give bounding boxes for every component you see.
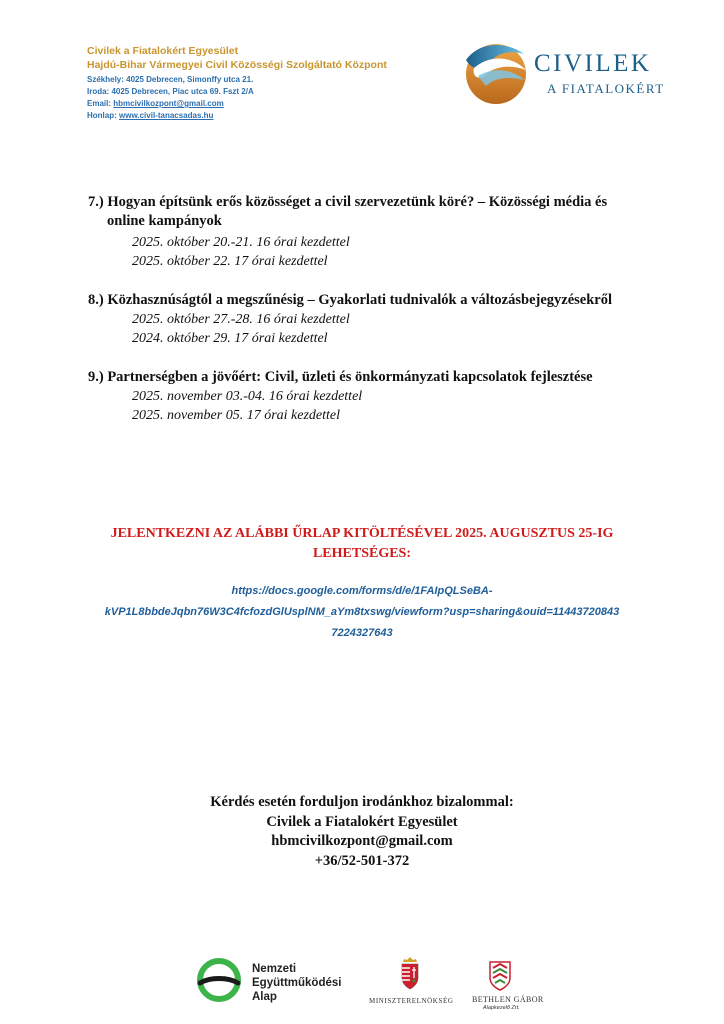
contact-intro: Kérdés esetén forduljon irodánkhoz bizalommal: bbox=[210, 794, 514, 810]
item-8-date-1: 2025. október 27.-28. 16 órai kezdettel bbox=[132, 312, 350, 327]
item-7-title-line1: 7.) Hogyan építsünk erős közösséget a civil szervezetünk köré? – Közösségi média és bbox=[88, 194, 608, 210]
contact-phone: +36/52-501-372 bbox=[314, 852, 410, 869]
registration-url-line3[interactable]: 7224327643 bbox=[331, 627, 393, 639]
registration-url-line2[interactable]: kVP1L8bbdeJqbn76W3C4fcfozdGlUsplNM_aYm8txswg/viewform?usp=sharing&ouid=11443720843 bbox=[104, 606, 620, 618]
email-label: Email: bbox=[87, 99, 114, 108]
item-8-date-2: 2024. október 29. 17 órai kezdettel bbox=[132, 331, 328, 346]
web-line bbox=[87, 110, 447, 122]
letterhead bbox=[87, 44, 447, 122]
email-line bbox=[87, 98, 447, 110]
bethlen-gabor-icon bbox=[487, 958, 513, 992]
logo-text-civilek: CIVILEK bbox=[534, 50, 652, 77]
registration-notice bbox=[60, 524, 664, 564]
registration-notice-line2: LEHETSÉGES: bbox=[312, 546, 412, 561]
office-address: Iroda: 4025 Debrecen, Piac utca 69. Fszt 2/A bbox=[87, 87, 254, 96]
hungarian-crest-icon bbox=[399, 956, 421, 990]
contact-block bbox=[60, 793, 664, 871]
item-7-title bbox=[88, 193, 648, 231]
item-7-title-line2: online kampányok bbox=[107, 213, 222, 229]
org-name: Civilek a Fiatalokért Egyesület bbox=[87, 45, 239, 57]
web-label: Honlap: bbox=[87, 111, 119, 120]
item-9-title-line1: 9.) Partnerségben a jövőért: Civil, üzleti és önkormányzati kapcsolatok fejlesztése bbox=[88, 369, 593, 385]
seat-address: Székhely: 4025 Debrecen, Simonffy utca 21. bbox=[87, 75, 254, 84]
item-7-date-2: 2025. október 22. 17 órai kezdettel bbox=[132, 254, 328, 269]
bethlen-gabor-label: BETHLEN GÁBOR bbox=[472, 995, 544, 1004]
ministry-label: MINISZTERELNÖKSÉG bbox=[369, 997, 454, 1005]
center-name: Hajdú-Bihar Vármegyei Civil Közösségi Szolgáltató Központ bbox=[87, 59, 387, 71]
nea-ring-icon bbox=[196, 957, 242, 1003]
registration-url-line1[interactable]: https://docs.google.com/forms/d/e/1FAIpQLSeBA- bbox=[231, 585, 493, 597]
item-9-title bbox=[88, 368, 648, 387]
nea-logo-text bbox=[252, 962, 341, 1004]
item-8-title bbox=[88, 291, 648, 310]
nea-text-line3: Alap bbox=[252, 991, 277, 1003]
registration-form-link[interactable] bbox=[60, 581, 664, 644]
item-9-date-2: 2025. november 05. 17 órai kezdettel bbox=[132, 408, 341, 423]
bethlen-gabor-sub: Alapkezelő Zrt. bbox=[483, 1005, 520, 1011]
nea-text-line2: Együttműködési bbox=[252, 977, 342, 989]
web-link[interactable]: www.civil-tanacsadas.hu bbox=[119, 111, 214, 120]
email-link[interactable]: hbmcivilkozpont@gmail.com bbox=[113, 99, 224, 108]
item-7-date-1: 2025. október 20.-21. 16 órai kezdettel bbox=[132, 235, 350, 250]
nea-text-line1: Nemzeti bbox=[252, 963, 297, 975]
registration-notice-line1: JELENTKEZNI AZ ALÁBBI ŰRLAP KITÖLTÉSÉVEL 2025. AUGUSZTUS 25-IG bbox=[110, 526, 614, 541]
contact-org: Civilek a Fiatalokért Egyesület bbox=[266, 813, 458, 830]
item-9-date-1: 2025. november 03.-04. 16 órai kezdettel bbox=[132, 389, 363, 404]
contact-email: hbmcivilkozpont@gmail.com bbox=[271, 833, 453, 849]
logo-text-fiatalokert: A FIATALOKÉRT bbox=[547, 81, 665, 96]
item-8-title-line1: 8.) Közhasznúságtól a megszűnésig – Gyakorlati tudnivalók a változásbejegyzésekről bbox=[88, 292, 613, 308]
